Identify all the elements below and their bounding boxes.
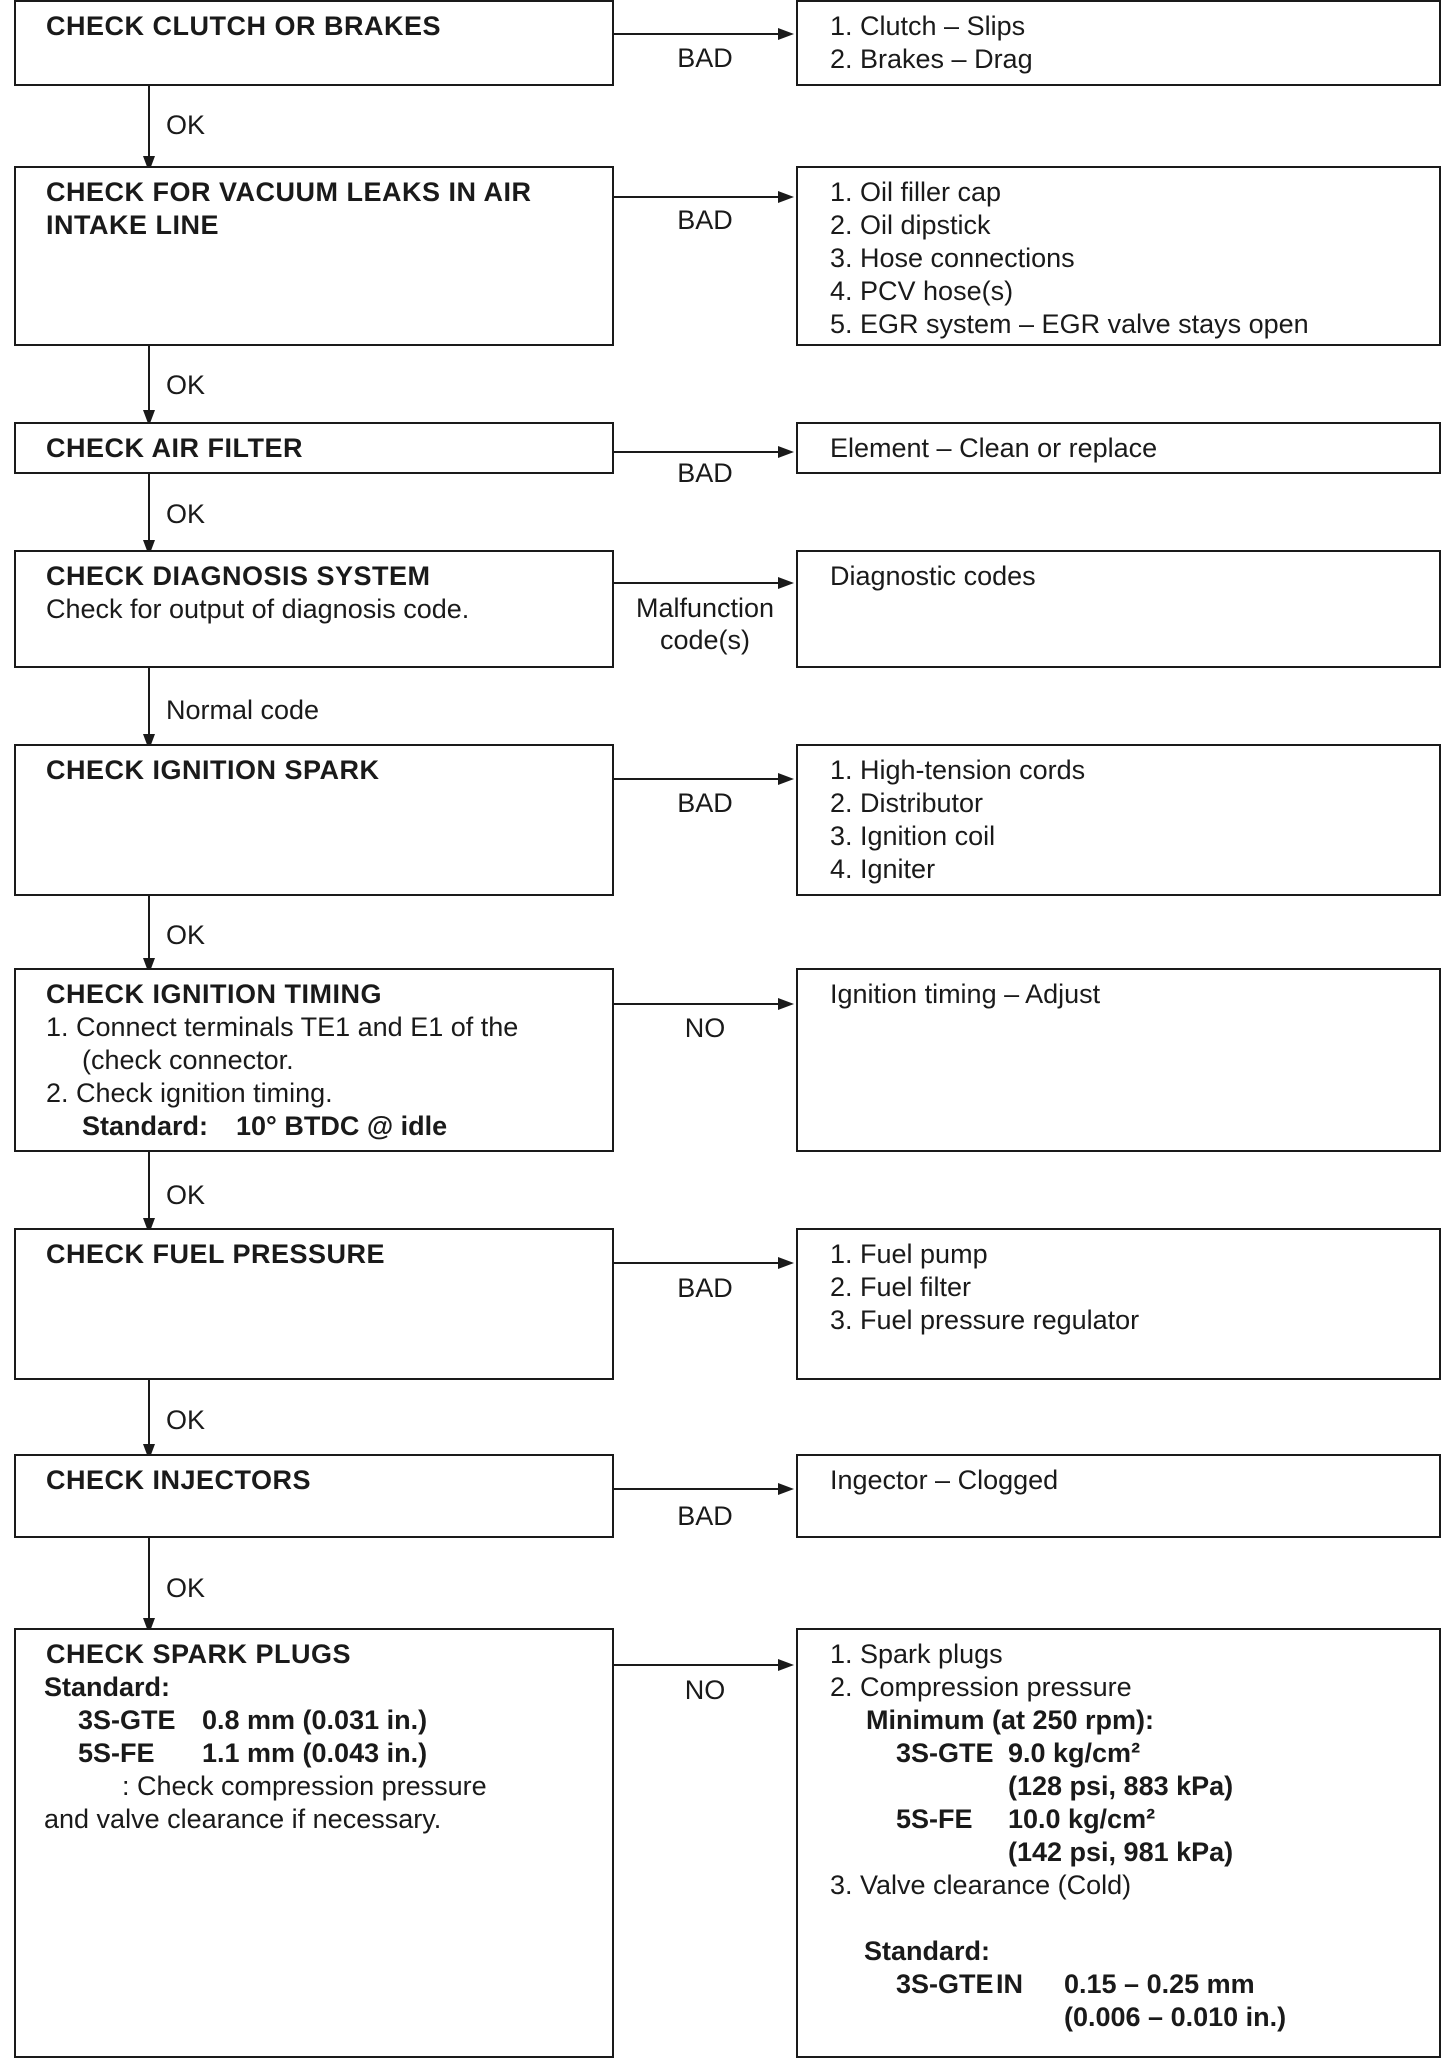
- compression-alt: (142 psi, 981 kPa): [1008, 1837, 1234, 1867]
- valve-row: [830, 1968, 1427, 2001]
- branch-label-ok: OK: [166, 1573, 206, 1603]
- result-item: 3. Hose connections: [830, 243, 1075, 273]
- result-spark-plugs-box: [796, 1628, 1441, 2058]
- standard-label: Standard:: [82, 1111, 209, 1141]
- arrow-head-right: [778, 1257, 794, 1269]
- step-title: CHECK INJECTORS: [46, 1465, 312, 1495]
- result-item: 2. Oil dipstick: [830, 210, 991, 240]
- connector-line: [614, 451, 778, 453]
- step-air-filter-box: [14, 422, 614, 474]
- step-vacuum-leaks-box: [14, 166, 614, 346]
- step-title: CHECK CLUTCH OR BRAKES: [46, 11, 441, 41]
- standard-line: [46, 1110, 600, 1143]
- branch-label-bad: BAD: [677, 458, 733, 488]
- flow-line: [148, 86, 150, 158]
- result-fuel-pressure-box: [796, 1228, 1441, 1380]
- spec-engine: 5S-FE: [78, 1738, 155, 1768]
- connector-line: [614, 778, 778, 780]
- connector-line: [614, 1262, 778, 1264]
- compression-alt: (128 psi, 883 kPa): [1008, 1771, 1234, 1801]
- step-injectors-box: [14, 1454, 614, 1538]
- connector-line: [614, 33, 778, 35]
- note-line: and valve clearance if necessary.: [44, 1804, 442, 1834]
- step-title: CHECK IGNITION TIMING: [46, 979, 382, 1009]
- result-ignition-timing-box: [796, 968, 1441, 1152]
- flow-line: [148, 896, 150, 960]
- result-ignition-spark-box: [796, 744, 1441, 896]
- result-item: Element – Clean or replace: [830, 433, 1158, 463]
- result-item: 2. Fuel filter: [830, 1272, 972, 1302]
- standard-value: 10° BTDC @ idle: [236, 1111, 448, 1141]
- branch-label-normal-code: Normal code: [166, 695, 320, 725]
- step-title: CHECK FOR VACUUM LEAKS IN AIR: [46, 177, 532, 207]
- result-item: 2. Compression pressure: [830, 1672, 1132, 1702]
- step-detail: (check connector.: [82, 1045, 294, 1075]
- flow-line: [148, 668, 150, 736]
- branch-label-bad: BAD: [677, 43, 733, 73]
- flow-line: [148, 1152, 150, 1220]
- branch-label-ok: OK: [166, 920, 206, 950]
- note-line: : Check compression pressure: [122, 1771, 487, 1801]
- branch-label-bad: BAD: [677, 788, 733, 818]
- step-title: CHECK AIR FILTER: [46, 433, 303, 463]
- result-item: 4. Igniter: [830, 854, 936, 884]
- result-item: 4. PCV hose(s): [830, 276, 1014, 306]
- minimum-label: Minimum (at 250 rpm):: [866, 1705, 1155, 1735]
- branch-label-bad: BAD: [677, 205, 733, 235]
- arrow-head-right: [778, 191, 794, 203]
- result-item: 1. Spark plugs: [830, 1639, 1003, 1669]
- arrow-head-right: [778, 773, 794, 785]
- result-injectors-box: [796, 1454, 1441, 1538]
- branch-label-ok: OK: [166, 1180, 206, 1210]
- branch-label-ok: OK: [166, 499, 206, 529]
- spec-row: [46, 1704, 600, 1737]
- arrow-head-right: [778, 1659, 794, 1671]
- branch-label-bad: BAD: [677, 1501, 733, 1531]
- step-detail: 1. Connect terminals TE1 and E1 of the: [46, 1012, 519, 1042]
- compression-row: [830, 1737, 1427, 1770]
- result-item: 2. Distributor: [830, 788, 984, 818]
- branch-label-ok: OK: [166, 1405, 206, 1435]
- branch-label-no: NO: [684, 1675, 726, 1705]
- connector-line: [614, 196, 778, 198]
- flow-line: [148, 346, 150, 412]
- connector-line: [614, 582, 778, 584]
- step-title: INTAKE LINE: [46, 210, 219, 240]
- step-spark-plugs-box: [14, 1628, 614, 2058]
- standard-label: Standard:: [44, 1672, 171, 1702]
- result-item: 5. EGR system – EGR valve stays open: [830, 309, 1309, 339]
- result-item: 3. Fuel pressure regulator: [830, 1305, 1140, 1335]
- spacer: [830, 1902, 1427, 1935]
- step-fuel-pressure-box: [14, 1228, 614, 1380]
- malfunction-label-line2: code(s): [659, 625, 751, 655]
- connector-line: [614, 1003, 778, 1005]
- step-ignition-timing-box: [14, 968, 614, 1152]
- arrow-head-right: [778, 998, 794, 1010]
- spec-row: [46, 1737, 600, 1770]
- spec-value: 0.8 mm (0.031 in.): [202, 1705, 428, 1735]
- branch-label-ok: OK: [166, 110, 206, 140]
- result-item: 1. High-tension cords: [830, 755, 1086, 785]
- result-diagnosis-box: [796, 550, 1441, 668]
- result-item: 2. Brakes – Drag: [830, 44, 1033, 74]
- compression-value: 9.0 kg/cm²: [1008, 1738, 1141, 1768]
- spec-engine: 3S-GTE: [78, 1705, 176, 1735]
- compression-row: [830, 1803, 1427, 1836]
- connector-line: [614, 1488, 778, 1490]
- branch-label-ok: OK: [166, 370, 206, 400]
- arrow-head-right: [778, 446, 794, 458]
- step-title: CHECK DIAGNOSIS SYSTEM: [46, 561, 431, 591]
- valve-alt: (0.006 – 0.010 in.): [1064, 2002, 1287, 2032]
- flow-line: [148, 474, 150, 542]
- step-diagnosis-box: [14, 550, 614, 668]
- step-title: CHECK SPARK PLUGS: [46, 1639, 352, 1669]
- valve-side: IN: [996, 1969, 1023, 1999]
- result-item: 1. Oil filler cap: [830, 177, 1002, 207]
- connector-line: [614, 1664, 778, 1666]
- step-ignition-spark-box: [14, 744, 614, 896]
- flow-line: [148, 1380, 150, 1446]
- valve-standard-label: Standard:: [864, 1936, 991, 1966]
- branch-label-bad: BAD: [677, 1273, 733, 1303]
- result-item: 3. Valve clearance (Cold): [830, 1870, 1132, 1900]
- step-detail: 2. Check ignition timing.: [46, 1078, 333, 1108]
- spec-value: 1.1 mm (0.043 in.): [202, 1738, 428, 1768]
- step-title: CHECK FUEL PRESSURE: [46, 1239, 386, 1269]
- step-title: CHECK IGNITION SPARK: [46, 755, 380, 785]
- result-item: Diagnostic codes: [830, 561, 1036, 591]
- result-item: 1. Fuel pump: [830, 1239, 988, 1269]
- result-item: Ingector – Clogged: [830, 1465, 1059, 1495]
- malfunction-label-line1: Malfunction: [635, 593, 775, 623]
- step-clutch-brakes-box: [14, 0, 614, 86]
- compression-engine: 5S-FE: [896, 1804, 973, 1834]
- result-item: 1. Clutch – Slips: [830, 11, 1026, 41]
- result-vacuum-leaks-box: [796, 166, 1441, 346]
- result-item: 3. Ignition coil: [830, 821, 996, 851]
- compression-value: 10.0 kg/cm²: [1008, 1804, 1156, 1834]
- branch-label-malfunction: [620, 592, 790, 656]
- flow-line: [148, 1538, 150, 1620]
- result-air-filter-box: [796, 422, 1441, 474]
- branch-label-no: NO: [684, 1013, 726, 1043]
- arrow-head-right: [778, 577, 794, 589]
- result-item: Ignition timing – Adjust: [830, 979, 1101, 1009]
- arrow-head-right: [778, 1483, 794, 1495]
- step-detail: Check for output of diagnosis code.: [46, 594, 470, 624]
- result-clutch-brakes-box: [796, 0, 1441, 86]
- valve-value: 0.15 – 0.25 mm: [1064, 1969, 1255, 1999]
- valve-engine: 3S-GTE: [896, 1969, 994, 1999]
- compression-engine: 3S-GTE: [896, 1738, 994, 1768]
- arrow-head-right: [778, 28, 794, 40]
